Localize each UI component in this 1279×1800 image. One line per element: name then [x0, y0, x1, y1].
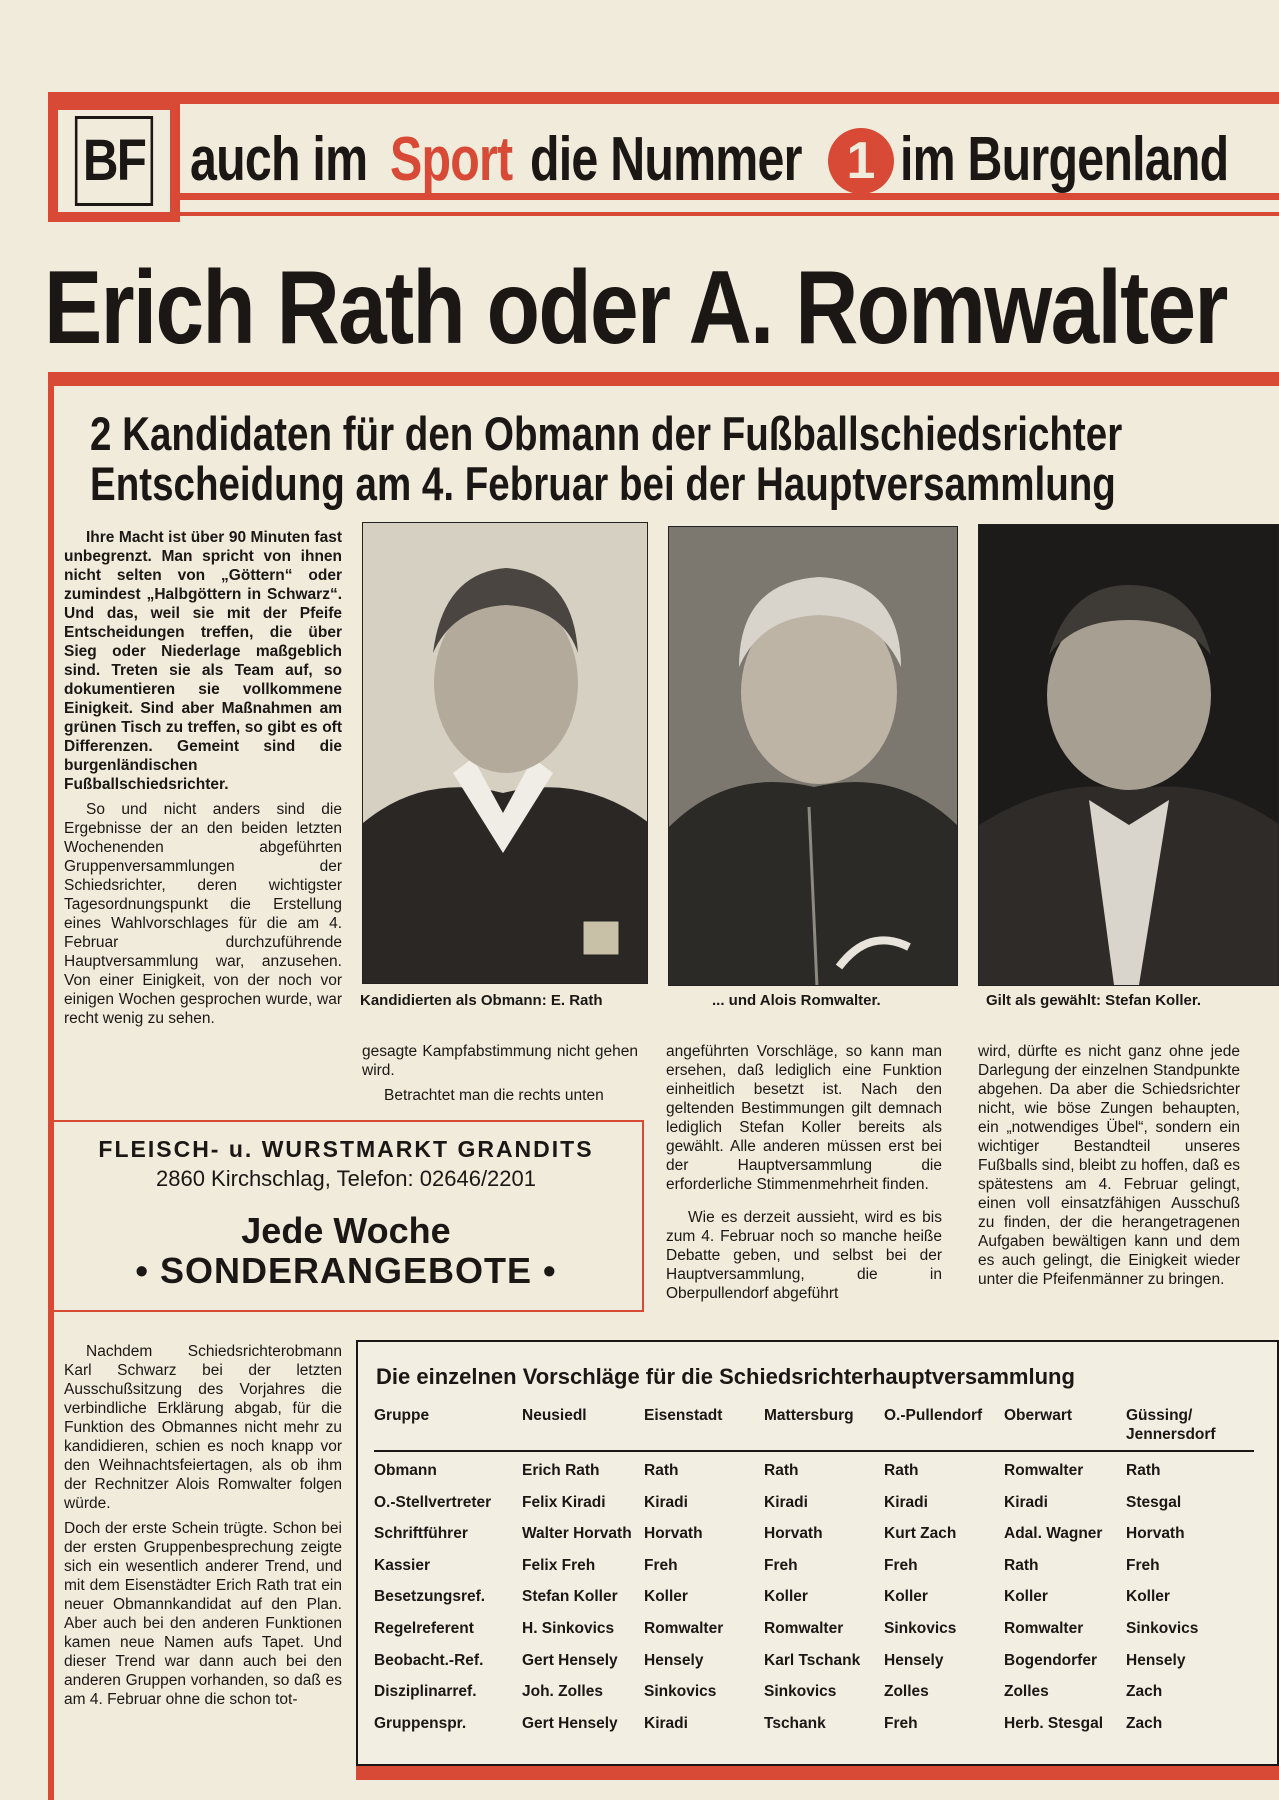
photo-alois-romwalter — [668, 526, 958, 986]
table-cell: Adal. Wagner — [1004, 1525, 1103, 1543]
article-paragraph: So und nicht anders sind die Ergebnisse der an den beiden letzten Wochenenden abgeführten Gruppenversammlungen der Schiedsrichter, deren wichtigster Tagesordnungspunkt die Erstellung eines Wahlvorschlages für die am 4. Februar durchzuführende Hauptversammlung war, anzusehen. Von einer Einigkeit, von der noch vor einigen Wochen gesprochen wurde, war recht wenig zu sehen. — [64, 801, 342, 1027]
table-header-oberpullendorf: O.-Pullendorf — [884, 1407, 983, 1424]
ad-week-text: Jede Woche — [241, 1210, 451, 1251]
table-header-eisenstadt: Eisenstadt — [644, 1407, 723, 1424]
frame-left-rule — [48, 386, 54, 1800]
table-row-label: Kassier — [374, 1556, 431, 1574]
table-cell: Gert Hensely — [522, 1714, 618, 1732]
ad-company-name: FLEISCH- u. WURSTMARKT GRANDITS — [98, 1136, 594, 1162]
photo-caption-2: ... und Alois Romwalter. — [712, 992, 881, 1009]
table-cell: Hensely — [884, 1651, 944, 1669]
table-header-guessing-line-1: Güssing/ — [1126, 1407, 1193, 1424]
table-cell: Kiradi — [764, 1493, 808, 1511]
table-header-mattersburg: Mattersburg — [764, 1407, 854, 1424]
table-cell: Kurt Zach — [884, 1525, 957, 1543]
table-cell: Koller — [1004, 1588, 1048, 1606]
table-cell: Tschank — [764, 1714, 826, 1732]
table-row-label: Beobacht.-Ref. — [374, 1651, 484, 1669]
table-cell: Koller — [764, 1588, 808, 1606]
table-cell: Rath — [884, 1462, 919, 1479]
table-cell: Rath — [764, 1462, 799, 1479]
table-row-label: Regelreferent — [374, 1620, 474, 1637]
photo-caption-3: Gilt als gewählt: Stefan Koller. — [986, 992, 1202, 1009]
masthead-text-2: die Nummer — [530, 125, 802, 194]
table-cell: Horvath — [764, 1525, 823, 1543]
photo-stefan-koller — [978, 524, 1279, 986]
article-column-5 — [64, 1342, 342, 1715]
table-cell: Sinkovics — [884, 1620, 957, 1637]
portrait-illustration — [669, 527, 958, 986]
article-paragraph: gesagte Kampfabstimmung nicht gehen wird. — [362, 1043, 638, 1079]
table-row-label: Disziplinarref. — [374, 1683, 477, 1701]
table-cell: Romwalter — [764, 1620, 844, 1637]
table-cell: Koller — [1126, 1588, 1170, 1606]
table-row-label: O.-Stellvertreter — [374, 1493, 492, 1511]
ad-offer-text: SONDERANGEBOTE — [159, 1250, 533, 1291]
article-paragraph: wird, dürfte es nicht ganz ohne jede Darlegung der einzelnen Standpunkte abgehen. Da aber die Schiedsrichter nicht, wie böse Zungen behaupten, ein „notwendiges Übel“, sondern ein wichtiger Bestandteil unseres Fußballs sind, bleibt zu hoffen, daß es spätestens am 4. Februar gelingt, einen voll einsatzfähigen Ausschuß zu finden, der die herangetragenen Aufgaben bewältigen kann und dem es auch gelingt, die Einigkeit wieder unter die Pfeifenmänner zu bringen. — [978, 1043, 1240, 1288]
article-paragraph: Nachdem Schiedsrichterobmann Karl Schwarz bei der letzten Ausschußsitzung des Vorjahres die verbindliche Erklärung abgab, für die Funktion des Obmannes nicht mehr zu kandidieren, schien es noch knapp vor den Weihnachtsfeiertagen, als ob ihm der Rechnitzer Alois Romwalter folgen würde. — [64, 1343, 342, 1512]
bullet-icon: • — [543, 1250, 557, 1291]
table-cell: Kiradi — [644, 1493, 688, 1511]
article-column-4 — [978, 1042, 1240, 1295]
kicker-line-1: 2 Kandidaten für den Obmann der Fußballschiedsrichter — [90, 407, 1123, 460]
masthead-text-1: auch im — [190, 125, 368, 194]
table-cell: Koller — [884, 1588, 928, 1606]
table-cell: Hensely — [644, 1651, 704, 1669]
table-cell: Kiradi — [1004, 1493, 1048, 1511]
proposals-table-box — [356, 1340, 1279, 1766]
article-paragraph: angeführten Vorschläge, so kann man ersehen, daß lediglich eine Funktion einheitlich besetzt ist. Nach den geltenden Bestimmungen gilt demnach lediglich Stefan Koller bereits als gewählt. Alle anderen müssen erst bei der Hauptversammlung die erforderliche Stimmenmehrheit finden. — [666, 1043, 942, 1193]
table-cell: Stesgal — [1126, 1493, 1182, 1511]
table-cell: Zach — [1126, 1683, 1163, 1701]
portrait-illustration — [363, 523, 648, 984]
table-bottom-rule — [356, 1766, 1279, 1780]
table-header-neusiedl: Neusiedl — [522, 1407, 587, 1424]
number-one-badge: 1 — [828, 128, 894, 194]
table-cell: Kiradi — [884, 1493, 928, 1511]
ad-offer-line — [48, 1250, 644, 1292]
table-title: Die einzelnen Vorschläge für die Schiedsrichterhauptversammlung — [376, 1364, 1075, 1389]
article-column-1 — [64, 528, 342, 1034]
table-header-guessing — [1126, 1406, 1216, 1444]
masthead-rule-top — [48, 92, 1279, 104]
table-cell: Erich Rath — [522, 1462, 600, 1479]
table-row-label: Schriftführer — [374, 1525, 468, 1543]
table-cell: Rath — [644, 1462, 679, 1479]
table-cell: Felix Freh — [522, 1556, 596, 1574]
table-cell: Zolles — [1004, 1683, 1049, 1701]
article-paragraph: Doch der erste Schein trügte. Schon bei der ersten Gruppenbesprechung zeigte sich ein wesentlich anderer Trend, und mit dem Eisenstädter Erich Rath trat ein neuer Obmannkandidat auf den Plan. Aber auch bei den anderen Funktionen kamen neue Namen aufs Tapet. Und dieser Trend war dann auch bei den anderen Gruppen vorhanden, so daß es am 4. Februar ohne die schon tot- — [64, 1520, 342, 1708]
kicker-line-2: Entscheidung am 4. Februar bei der Hauptversammlung — [90, 457, 1116, 510]
masthead-text-3: im Burgenland — [900, 125, 1229, 194]
article-paragraph: Ihre Macht ist über 90 Minuten fast unbegrenzt. Man spricht von ihnen nicht selten von „Göttern“ oder zumindest „Halbgöttern in Schwarz“. Und das, weil sie mit der Pfeife Entscheidungen treffen, die über Sieg oder Niederlage maßgeblich sind. Treten sie als Team auf, so dokumentieren sie vollkommene Einigkeit. Sind aber Maßnahmen am grünen Tisch zu treffen, so gibt es oft Differenzen. Gemeint sind die burgenländischen Fußballschiedsrichter. — [64, 529, 342, 793]
table-cell: Freh — [884, 1556, 918, 1574]
table-header-guessing-line-2: Jennersdorf — [1126, 1426, 1216, 1443]
table-header-rule — [374, 1450, 1254, 1452]
table-cell: Romwalter — [644, 1620, 724, 1637]
table-row-label: Gruppenspr. — [374, 1714, 467, 1732]
table-cell: Romwalter — [1004, 1620, 1084, 1637]
table-cell: Joh. Zolles — [522, 1683, 603, 1701]
table-cell: Sinkovics — [644, 1683, 717, 1701]
table-cell: Bogendorfer — [1004, 1651, 1097, 1669]
table-cell: Koller — [644, 1588, 688, 1606]
ad-address: 2860 Kirchschlag, Telefon: 02646/2201 — [156, 1166, 536, 1191]
article-paragraph: Betrachtet man die rechts unten — [384, 1087, 604, 1104]
table-cell: Freh — [1126, 1556, 1160, 1574]
table-header-gruppe: Gruppe — [374, 1407, 430, 1424]
table-cell: Felix Kiradi — [522, 1493, 606, 1511]
table-cell: Romwalter — [1004, 1462, 1084, 1479]
table-cell: Karl Tschank — [764, 1651, 861, 1669]
masthead-rule-thin — [178, 212, 1279, 216]
portrait-illustration — [979, 525, 1279, 986]
photo-caption-1: Kandidierten als Obmann: E. Rath — [360, 992, 603, 1009]
table-cell: Zach — [1126, 1714, 1163, 1732]
table-row-label: Besetzungsref. — [374, 1588, 486, 1606]
bullet-icon: • — [135, 1250, 149, 1291]
table-cell: Horvath — [644, 1525, 703, 1543]
headline-rule — [48, 372, 1279, 386]
masthead-text-sport: Sport — [390, 125, 513, 194]
article-paragraph: Wie es derzeit aussieht, wird es bis zum 4. Februar noch so manche heiße Debatte geben, und selbst bei der Hauptversammlung, die in Oberpullendorf abgeführt — [666, 1209, 942, 1302]
table-cell: Stefan Koller — [522, 1588, 618, 1606]
table-cell: Horvath — [1126, 1525, 1185, 1543]
table-cell: Walter Horvath — [522, 1525, 632, 1543]
article-column-3 — [666, 1042, 942, 1309]
table-cell: Herb. Stesgal — [1004, 1714, 1104, 1732]
article-column-2 — [362, 1042, 638, 1111]
headline: Erich Rath oder A. Romwalter — [44, 250, 1227, 366]
table-cell: Zolles — [884, 1683, 929, 1701]
table-cell: Freh — [884, 1714, 918, 1732]
table-header-oberwart: Oberwart — [1004, 1407, 1073, 1424]
table-cell: H. Sinkovics — [522, 1620, 615, 1637]
table-cell: Sinkovics — [764, 1683, 837, 1701]
table-cell: Hensely — [1126, 1651, 1186, 1669]
table-cell: Rath — [1126, 1462, 1161, 1479]
table-cell: Sinkovics — [1126, 1620, 1199, 1637]
bf-logo: BF — [75, 116, 153, 206]
table-row-label: Obmann — [374, 1462, 437, 1479]
table-cell: Freh — [764, 1556, 798, 1574]
table-cell: Kiradi — [644, 1714, 688, 1732]
photo-erich-rath — [362, 522, 648, 984]
table-cell: Freh — [644, 1556, 678, 1574]
table-cell: Rath — [1004, 1556, 1039, 1574]
table-cell: Gert Hensely — [522, 1651, 618, 1669]
